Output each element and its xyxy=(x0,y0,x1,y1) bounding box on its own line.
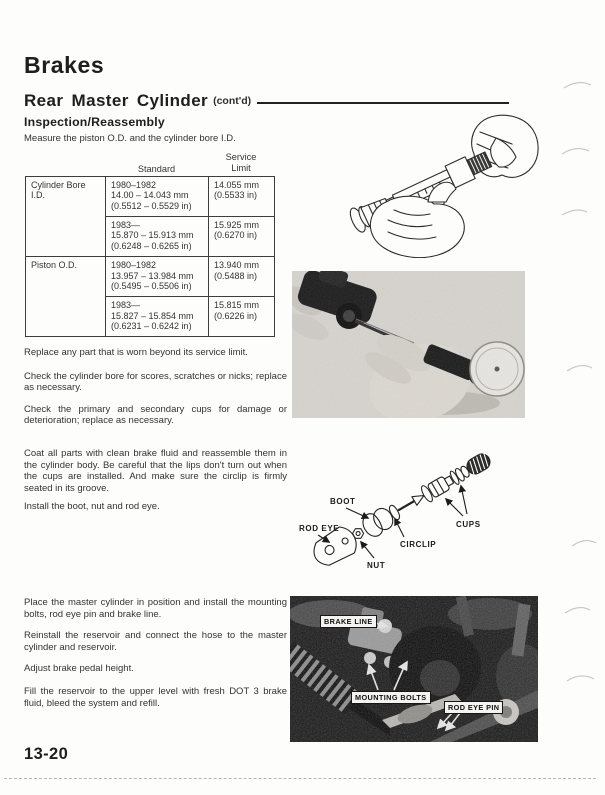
spec-limit-mm: 15.925 mm xyxy=(214,219,260,230)
spec-standard-in: (0.6231 – 0.6242 in) xyxy=(111,321,192,332)
boot-label: BOOT xyxy=(330,497,356,506)
table-row xyxy=(26,176,275,216)
intro-text: Measure the piston O.D. and the cylinder bore I.D. xyxy=(24,133,236,144)
paragraph: Install the boot, nut and rod eye. xyxy=(24,501,160,513)
spec-standard-mm: 13.957 – 13.984 mm xyxy=(111,270,194,281)
paragraph: Replace any part that is worn beyond its service limit. xyxy=(24,347,248,359)
spec-table xyxy=(25,176,275,337)
spec-limit-cell xyxy=(209,256,275,296)
spec-header-service-limit: Service Limit xyxy=(225,152,257,174)
cups-label: CUPS xyxy=(456,520,481,529)
page-number: 13-20 xyxy=(24,745,69,763)
section-suffix: (cont'd) xyxy=(213,95,252,107)
nut-label: NUT xyxy=(367,561,386,570)
circlip-label: CIRCLIP xyxy=(400,540,437,549)
spec-item-piston-od: Piston O.D. xyxy=(26,256,106,336)
spec-limit-mm: 14.055 mm xyxy=(214,179,260,190)
chapter-title: Brakes xyxy=(24,52,105,78)
rod-eye-label: ROD EYE xyxy=(299,524,340,533)
table-row xyxy=(26,256,275,296)
section-rule xyxy=(257,102,509,104)
spec-limit-in: (0.6226 in) xyxy=(214,310,258,321)
spec-standard-mm: 15.827 – 15.854 mm xyxy=(111,310,194,321)
spec-standard-in: (0.6248 – 0.6265 in) xyxy=(111,241,192,252)
spec-years: 1983— xyxy=(111,299,141,310)
spec-standard-cell xyxy=(106,216,209,256)
paragraph: Fill the reservoir to the upper level with fresh DOT 3 brake fluid, bleed the system and refill. xyxy=(24,685,287,709)
spec-limit-mm: 13.940 mm xyxy=(214,259,260,270)
rod-eye-pin-label: ROD EYE PIN xyxy=(444,701,503,714)
spec-standard-cell xyxy=(106,176,209,216)
page-bottom-edge xyxy=(4,778,596,779)
spec-limit-cell xyxy=(209,216,275,256)
spec-standard-in: (0.5495 – 0.5506 in) xyxy=(111,281,192,292)
cylinder-bore-gauge-photo xyxy=(292,271,525,418)
spec-limit-cell xyxy=(209,176,275,216)
spec-table-headers xyxy=(24,153,287,176)
left-column-lower xyxy=(24,597,287,709)
spec-limit-in: (0.5533 in) xyxy=(214,190,258,201)
spec-header-standard: Standard xyxy=(137,163,176,174)
spec-limit-cell xyxy=(209,296,275,336)
micrometer-measurement-illustration xyxy=(328,110,550,258)
page-curl-marks xyxy=(552,0,605,795)
spec-limit-mm: 15.815 mm xyxy=(214,299,260,310)
paragraph: Check the primary and secondary cups for damage or deterioration; replace as necessary. xyxy=(24,403,287,427)
paragraph: Coat all parts with clean brake fluid and reassemble them in the cylinder body. Be careful that the lips don't turn out when the cups are installed. And make sure the circlip is firmly seated in its groove. xyxy=(24,448,287,494)
subsection-title: Inspection/Reassembly xyxy=(24,115,165,129)
mounting-bolts-label: MOUNTING BOLTS xyxy=(351,691,431,704)
section-title: Rear Master Cylinder xyxy=(24,91,209,110)
spec-standard-mm: 14.00 – 14.043 mm xyxy=(111,190,189,201)
brake-line-label: BRAKE LINE xyxy=(320,615,377,628)
paragraph: Adjust brake pedal height. xyxy=(24,663,134,675)
spec-years: 1980–1982 xyxy=(111,179,157,190)
paragraph: Check the cylinder bore for scores, scratches or nicks; replace as necessary. xyxy=(24,370,287,394)
spec-limit-in: (0.6270 in) xyxy=(214,230,258,241)
spec-years: 1983— xyxy=(111,219,141,230)
master-cylinder-exploded-diagram xyxy=(294,442,586,588)
section-heading-row xyxy=(24,91,584,111)
spec-standard-mm: 15.870 – 15.913 mm xyxy=(111,230,194,241)
spec-standard-cell xyxy=(106,256,209,296)
spec-standard-in: (0.5512 – 0.5529 in) xyxy=(111,201,192,211)
spec-years: 1980–1982 xyxy=(111,259,157,270)
spec-standard-cell xyxy=(106,296,209,336)
spec-item-cylinder-bore: Cylinder Bore I.D. xyxy=(26,176,106,256)
paragraph: Reinstall the reservoir and connect the hose to the master cylinder and reservoir. xyxy=(24,630,287,653)
paragraph: Place the master cylinder in position and install the mounting bolts, rod eye pin and brake line. xyxy=(24,597,287,620)
spec-limit-in: (0.5488 in) xyxy=(214,270,258,281)
left-column-upper xyxy=(24,133,287,513)
